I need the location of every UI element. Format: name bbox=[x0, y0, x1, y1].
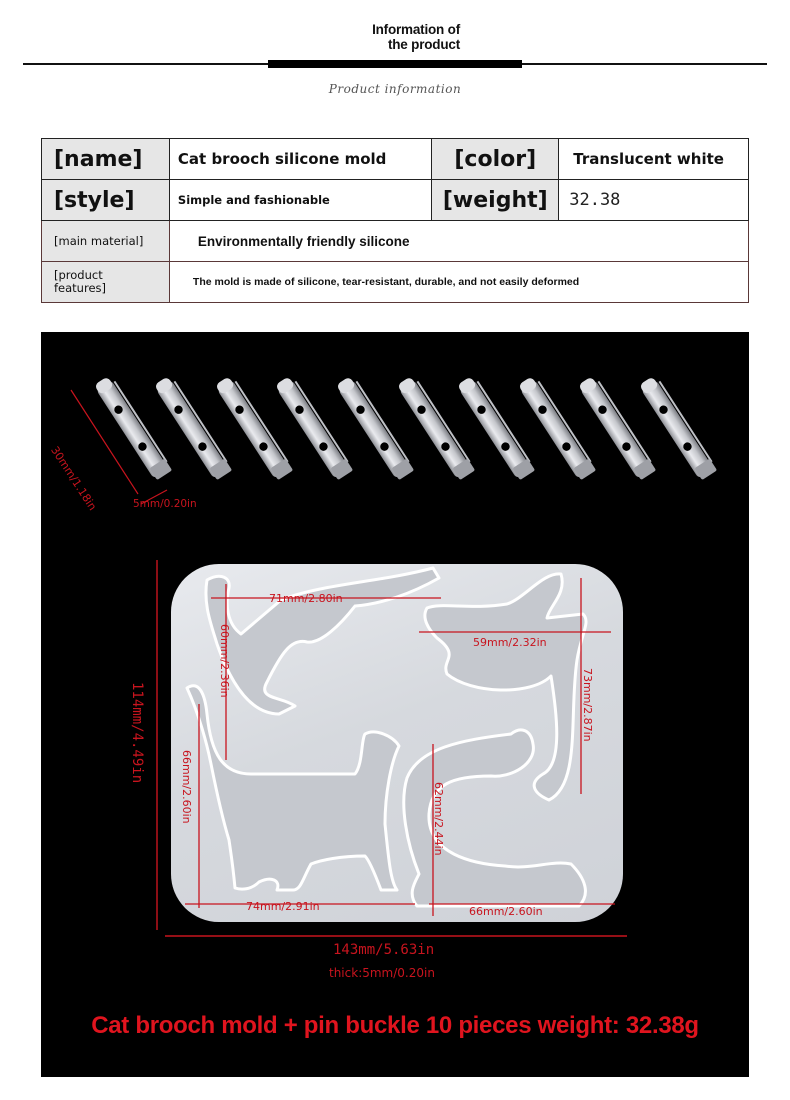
spec-row bbox=[42, 139, 749, 180]
section-title bbox=[340, 22, 460, 52]
spec-value-name: Cat brooch silicone mold bbox=[169, 139, 431, 180]
spec-value-weight: 32.38 bbox=[559, 180, 749, 221]
cavity4-width-label: 66mm/2.60in bbox=[469, 905, 543, 918]
mold-height-label: 114mm/4.49in bbox=[129, 682, 145, 784]
pin-length-label: 30mm/1.18in bbox=[48, 444, 100, 513]
cavity2-width-label: 59mm/2.32in bbox=[473, 636, 547, 649]
cavity2-height-label: 73mm/2.87in bbox=[581, 668, 594, 742]
mold-width-label: 143mm/5.63in bbox=[333, 942, 435, 958]
pin-width-label: 5mm/0.20in bbox=[133, 498, 197, 510]
mold-thickness-label: thick:5mm/0.20in bbox=[329, 966, 435, 980]
spec-label-weight: [weight] bbox=[432, 180, 559, 221]
spec-label-material: [main material] bbox=[42, 221, 170, 262]
section-subtitle-script: Product information bbox=[328, 82, 462, 96]
spec-label-name: [name] bbox=[42, 139, 170, 180]
spec-table bbox=[41, 138, 749, 303]
spec-value-color: Translucent white bbox=[559, 139, 749, 180]
section-title-line2: the product bbox=[387, 37, 460, 52]
weight-caption: Cat brooch mold + pin buckle 10 pieces weight: 32.38g bbox=[91, 1012, 699, 1039]
header-divider-accent bbox=[268, 60, 522, 68]
spec-label-style: [style] bbox=[42, 180, 170, 221]
spec-value-features: The mold is made of silicone, tear-resistant, durable, and not easily deformed bbox=[169, 262, 748, 303]
spec-label-features: [product features] bbox=[42, 262, 170, 303]
cavity1-width-label: 71mm/2.80in bbox=[269, 592, 343, 605]
cavity1-height-label: 60mm/2.36in bbox=[218, 624, 231, 698]
spec-row bbox=[42, 180, 749, 221]
section-title-line1: Information of bbox=[372, 22, 460, 37]
cavity3-width-label: 74mm/2.91in bbox=[246, 900, 320, 913]
product-photo bbox=[41, 332, 749, 1077]
spec-row bbox=[42, 262, 749, 303]
cavity3-height-label: 66mm/2.60in bbox=[180, 750, 193, 824]
cavity4-height-label: 62mm/2.44in bbox=[432, 782, 445, 856]
spec-label-color: [color] bbox=[432, 139, 559, 180]
spec-value-material: Environmentally friendly silicone bbox=[169, 221, 748, 262]
spec-value-style: Simple and fashionable bbox=[169, 180, 431, 221]
spec-row bbox=[42, 221, 749, 262]
